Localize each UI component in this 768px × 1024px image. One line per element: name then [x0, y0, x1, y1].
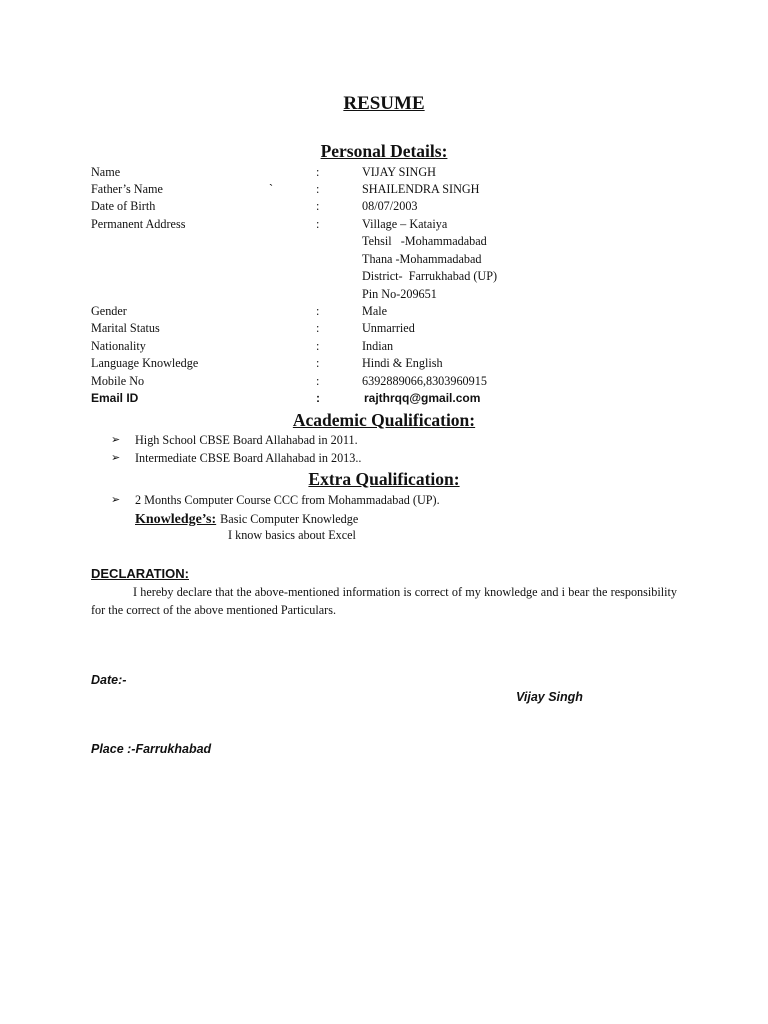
knowledge-text-2: I know basics about Excel: [228, 528, 356, 542]
detail-row-father-name: [0, 181, 768, 198]
detail-colon: :: [316, 304, 320, 318]
academic-item-text: Intermediate CBSE Board Allahabad in 2013..: [135, 451, 362, 465]
address-line-thana: [0, 251, 768, 268]
detail-row-mobile: [0, 373, 768, 390]
bullet-arrow-icon: ➢: [111, 452, 121, 464]
detail-value: Village – Kataiya: [362, 217, 448, 231]
address-line: District- Farrukhabad (UP): [362, 269, 498, 283]
detail-colon: :: [316, 356, 320, 370]
address-line-district: [0, 268, 768, 285]
address-line-tehsil: [0, 233, 768, 250]
stray-tick-mark: `: [269, 182, 274, 196]
address-line: Tehsil -Mohammadabad: [362, 234, 487, 248]
detail-colon: :: [316, 199, 320, 213]
detail-colon: :: [316, 321, 320, 335]
detail-label: Permanent Address: [91, 217, 186, 231]
detail-value: Male: [362, 304, 388, 318]
declaration-text: I hereby declare that the above-mentioned information is correct of my knowledge and i bear the responsibility for the correct of the above mentioned Particulars.: [91, 585, 677, 617]
detail-colon: :: [316, 182, 320, 196]
detail-row-email: [0, 390, 768, 407]
declaration-title: DECLARATION:: [91, 566, 189, 581]
detail-colon: :: [316, 374, 320, 388]
detail-value: 6392889066,8303960915: [362, 374, 487, 388]
detail-row-nationality: [0, 338, 768, 355]
detail-value: SHAILENDRA SINGH: [362, 182, 480, 196]
detail-row-name: [0, 164, 768, 181]
detail-value: Indian: [362, 339, 394, 353]
detail-label: Email ID: [91, 391, 139, 405]
academic-item: [0, 450, 768, 467]
detail-value: 08/07/2003: [362, 199, 418, 213]
knowledge-label: Knowledge’s:: [135, 512, 217, 527]
detail-row-language: [0, 355, 768, 372]
address-line-pin: [0, 286, 768, 303]
bullet-arrow-icon: ➢: [111, 494, 121, 506]
address-line: Thana -Mohammadabad: [362, 252, 482, 266]
detail-colon: :: [316, 217, 320, 231]
detail-label: Name: [91, 165, 121, 179]
academic-item-text: High School CBSE Board Allahabad in 2011.: [135, 433, 358, 447]
signature-name: Vijay Singh: [516, 690, 583, 704]
academic-heading: Academic Qualification:: [292, 410, 476, 430]
detail-row-marital-status: [0, 320, 768, 337]
detail-label: Date of Birth: [91, 199, 156, 213]
personal-details-heading: Personal Details:: [320, 141, 448, 161]
date-label: Date:-: [91, 673, 127, 687]
detail-row-gender: [0, 303, 768, 320]
extra-item: [0, 492, 768, 509]
detail-colon: :: [316, 339, 320, 353]
bullet-arrow-icon: ➢: [111, 434, 121, 446]
detail-colon: :: [316, 165, 320, 179]
detail-value: Unmarried: [362, 321, 415, 335]
detail-value: VIJAY SINGH: [362, 165, 436, 179]
detail-row-permanent-address: [0, 216, 768, 233]
knowledge-line: [135, 509, 358, 530]
email-value: rajthrqq@gmail.com: [364, 391, 481, 405]
detail-label: Gender: [91, 304, 127, 318]
detail-label: Marital Status: [91, 321, 160, 335]
detail-label: Father’s Name: [91, 182, 163, 196]
extra-item-text: 2 Months Computer Course CCC from Mohammadabad (UP).: [135, 493, 440, 507]
knowledge-text: Basic Computer Knowledge: [220, 512, 359, 526]
academic-item: [0, 432, 768, 449]
detail-value: Hindi & English: [362, 356, 443, 370]
place-label: Place :-Farrukhabad: [91, 742, 212, 756]
detail-colon: :: [316, 391, 320, 405]
detail-label: Mobile No: [91, 374, 145, 388]
detail-row-date-of-birth: [0, 198, 768, 215]
page-title: RESUME: [343, 93, 425, 114]
address-line: Pin No-209651: [362, 287, 437, 301]
detail-label: Language Knowledge: [91, 356, 199, 370]
detail-label: Nationality: [91, 339, 146, 353]
extra-qualification-heading: Extra Qualification:: [308, 469, 460, 489]
